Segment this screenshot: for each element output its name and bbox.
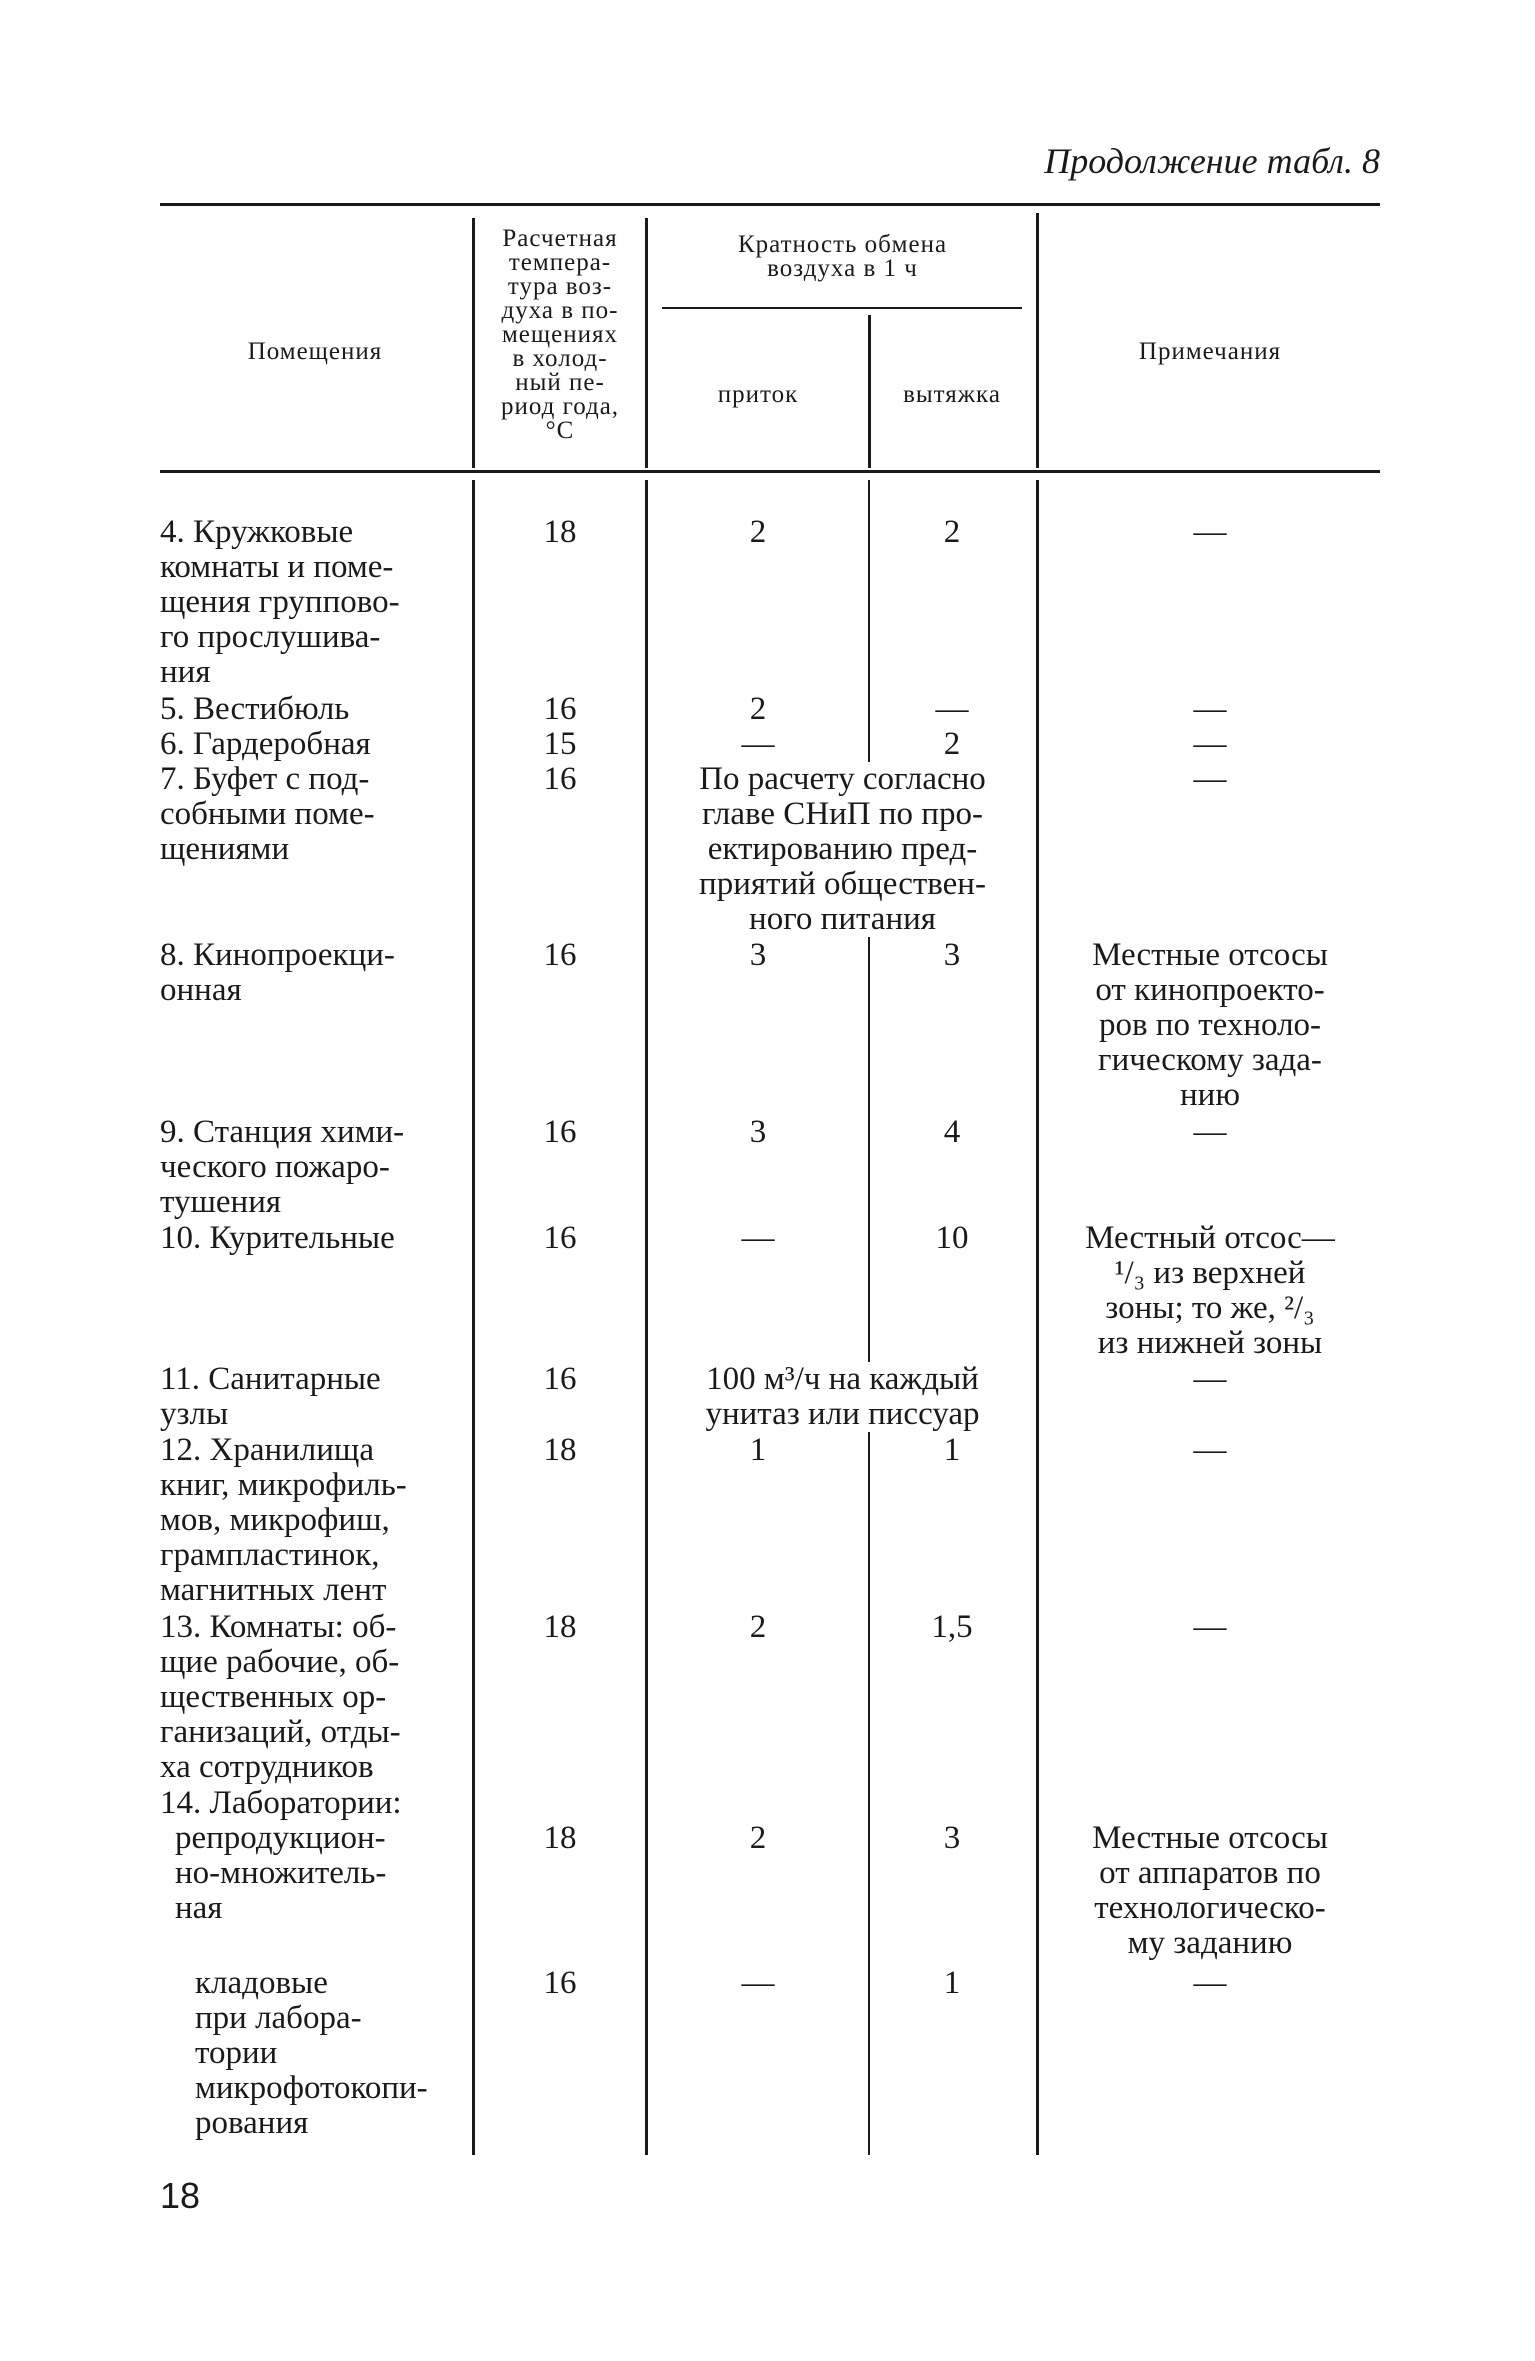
row-name: 8. Кинопроекци- онная xyxy=(160,937,395,1008)
row-supply: — xyxy=(741,1220,775,1256)
row-temp: 18 xyxy=(543,1820,577,1856)
row-temp: 16 xyxy=(543,937,577,973)
row-name: кладовые при лабора- тории микрофотокопи- рования xyxy=(195,1965,428,2141)
row-name: 14. Лаборатории: xyxy=(160,1785,402,1821)
row-temp: 15 xyxy=(543,726,577,762)
row-temp: 18 xyxy=(543,1432,577,1468)
row-exhaust: 2 xyxy=(943,514,961,550)
col-divider-2 xyxy=(645,218,648,468)
row-temp: 16 xyxy=(543,1220,577,1256)
row-note: — xyxy=(1193,1609,1227,1645)
col-divider-4-body xyxy=(1036,480,1039,2155)
row-name: 6. Гардеробная xyxy=(160,726,371,762)
exchange-subrule xyxy=(662,307,1022,309)
row-supply: 2 xyxy=(749,1609,767,1645)
col-divider-3-body-c xyxy=(868,1430,870,2155)
row-supply: 2 xyxy=(749,514,767,550)
row-supply: — xyxy=(741,1965,775,2001)
row-supply: 2 xyxy=(749,691,767,727)
col-divider-3-body-b xyxy=(868,930,870,1375)
top-rule xyxy=(160,203,1380,206)
row-name: 4. Кружковые комнаты и поме- щения группово- го прослушива- ния xyxy=(160,514,400,690)
row-temp: 18 xyxy=(543,514,577,550)
header-exhaust: вытяжка xyxy=(903,381,1001,408)
row-note: Местный отсос— ¹/₃ из верхней зоны; то же, ²/₃ из нижней зоны xyxy=(1085,1220,1335,1361)
row-name: 12. Хранилища книг, микрофиль- мов, микрофиш, грампластинок, магнитных лент xyxy=(160,1432,407,1608)
col-divider-1-body xyxy=(472,480,475,2155)
row-name: 5. Вестибюль xyxy=(160,691,350,727)
row-exhaust: — xyxy=(935,691,969,727)
row-note: — xyxy=(1193,1361,1227,1397)
row-supply: 3 xyxy=(749,1114,767,1150)
row-temp: 16 xyxy=(543,1114,577,1150)
row-temp: 16 xyxy=(543,1965,577,2001)
header-temperature: Расчетная темпера- тура воз- духа в по- мещениях в холод- ный пе- риод года, °С xyxy=(500,225,620,444)
row-exhaust: 1 xyxy=(943,1432,961,1468)
row-temp: 16 xyxy=(543,761,577,797)
row-merged-exchange: По расчету согласно главе СНиП по про- ектированию пред- приятий обществен- ного питания xyxy=(650,762,1035,937)
header-rooms: Помещения xyxy=(247,338,383,365)
header-exchange: Кратность обмена воздуха в 1 ч xyxy=(737,231,948,282)
table-caption: Продолжение табл. 8 xyxy=(1044,141,1380,181)
row-exhaust: 1 xyxy=(943,1965,961,2001)
row-note: — xyxy=(1193,1114,1227,1150)
header-notes: Примечания xyxy=(1138,338,1282,365)
row-name: 10. Курительные xyxy=(160,1220,395,1256)
row-note: — xyxy=(1193,761,1227,797)
col-divider-2-body xyxy=(645,480,648,2155)
row-name: 9. Станция хими- ческого пожаро- тушения xyxy=(160,1114,405,1220)
row-exhaust: 4 xyxy=(943,1114,961,1150)
row-note: — xyxy=(1193,726,1227,762)
row-supply: 3 xyxy=(749,937,767,973)
col-divider-1 xyxy=(472,218,475,468)
row-exhaust: 10 xyxy=(935,1220,969,1256)
row-exhaust: 3 xyxy=(943,937,961,973)
row-supply: — xyxy=(741,726,775,762)
row-note: Местные отсосы от аппаратов по технологическо- му заданию xyxy=(1092,1820,1328,1961)
row-supply: 1 xyxy=(749,1432,767,1468)
header-supply: приток xyxy=(717,381,799,408)
row-temp: 16 xyxy=(543,1361,577,1397)
col-divider-4 xyxy=(1036,213,1039,468)
row-supply: 2 xyxy=(749,1820,767,1856)
row-note: — xyxy=(1193,514,1227,550)
row-exhaust: 3 xyxy=(943,1820,961,1856)
row-name: 7. Буфет с под- собными поме- щениями xyxy=(160,761,375,867)
page-number: 18 xyxy=(160,2175,201,2216)
row-name: репродукцион- но-множитель- ная xyxy=(175,1820,387,1926)
row-name: 11. Санитарные узлы xyxy=(160,1361,381,1432)
header-bottom-rule xyxy=(160,470,1380,473)
row-exhaust: 1,5 xyxy=(931,1609,973,1645)
row-note: — xyxy=(1193,1432,1227,1468)
row-temp: 18 xyxy=(543,1609,577,1645)
row-temp: 16 xyxy=(543,691,577,727)
row-exhaust: 2 xyxy=(943,726,961,762)
row-note: — xyxy=(1193,1965,1227,2001)
row-note: Местные отсосы от кинопроекто- ров по техноло- гическому зада- нию xyxy=(1092,937,1328,1113)
row-note: — xyxy=(1193,691,1227,727)
row-merged-exchange: 100 м³/ч на каждый унитаз или писсуар xyxy=(650,1362,1035,1432)
row-name: 13. Комнаты: об- щие рабочие, об- щественных ор- ганизаций, отды- ха сотрудников xyxy=(160,1609,401,1785)
